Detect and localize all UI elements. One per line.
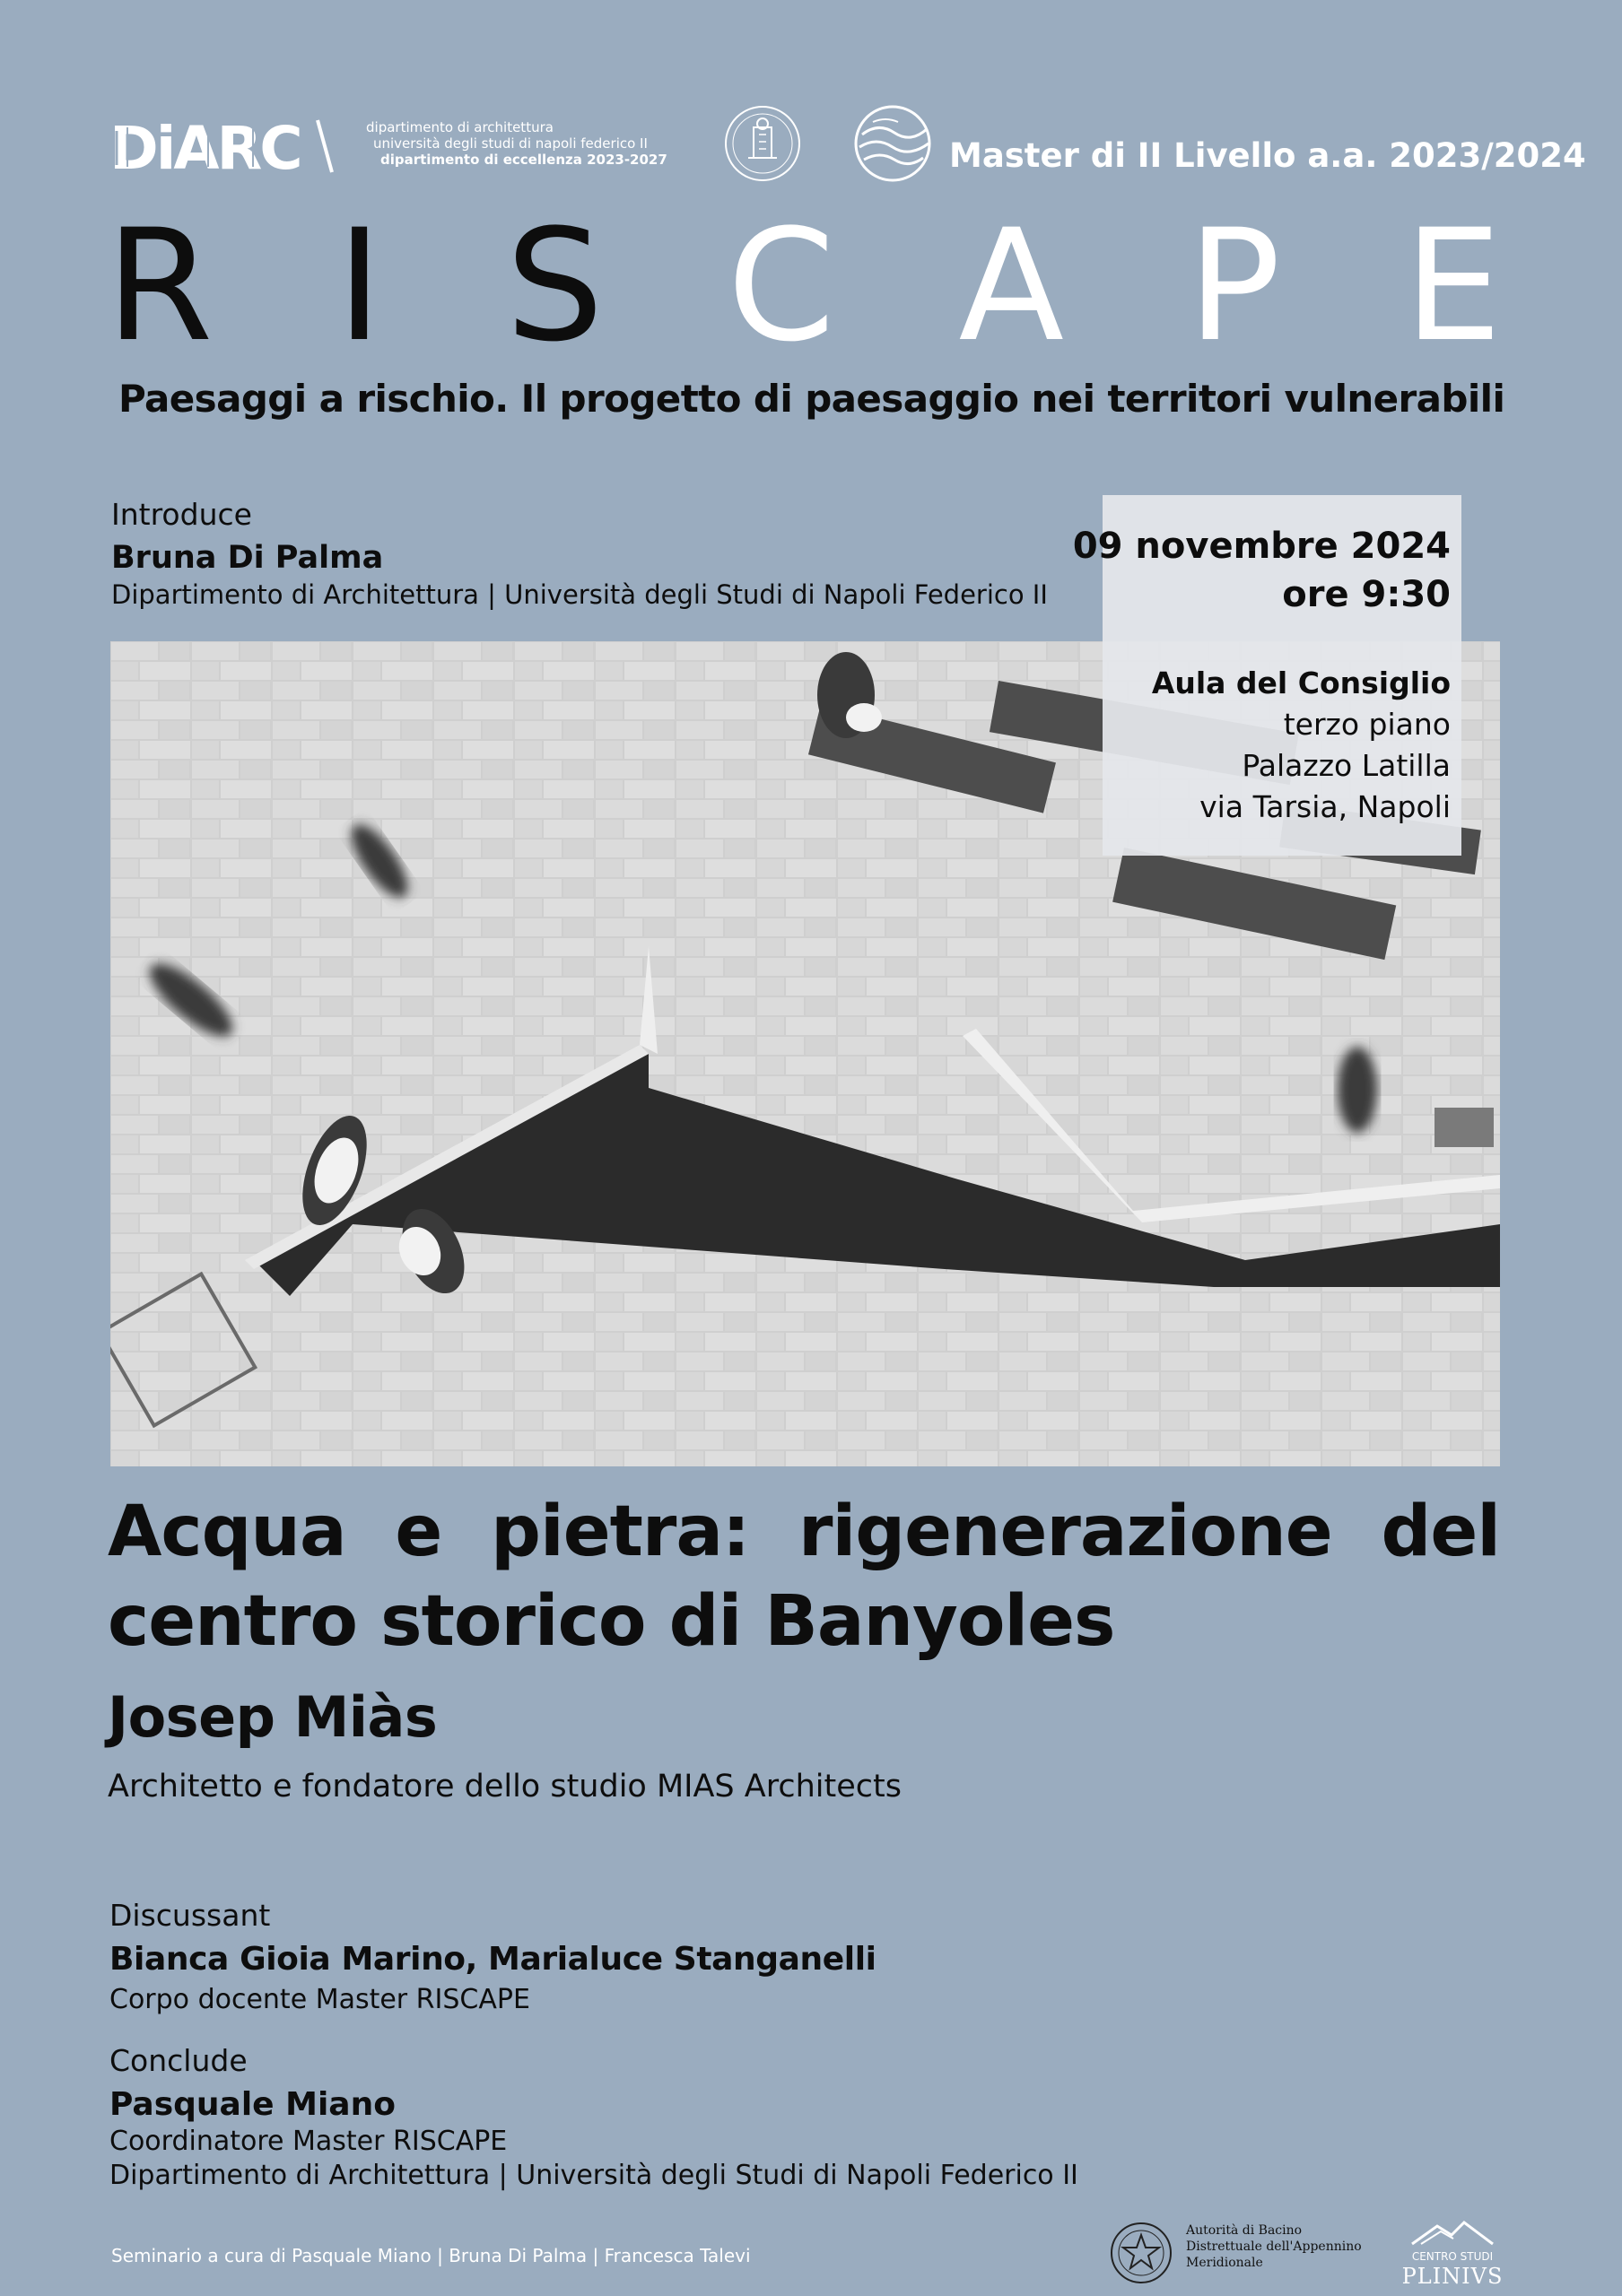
discussant-role: Corpo docente Master RISCAPE [109,1984,530,2015]
svg-text:RISCAPE [106,197,1502,368]
riscape-wave-logo-icon [853,104,932,183]
diarc-logo [109,115,334,178]
riscape-letter: S [505,197,604,368]
riscape-letter: C [727,197,835,368]
conclude-role: Coordinatore Master RISCAPE [109,2126,508,2157]
plinius-top-text: CENTRO STUDI [1411,2250,1494,2263]
department-line: dipartimento di architettura [366,119,554,135]
diarc-logo-text: DiARC [109,115,301,178]
department-text [366,119,667,168]
autorita-text [1186,2222,1362,2271]
discussant-names: Bianca Gioia Marino, Marialuce Stanganelli [109,1941,876,1978]
autorita-line: Autorità di Bacino [1186,2223,1303,2238]
conclude-name: Pasquale Miano [109,2086,396,2123]
discussant-label: Discussant [109,1898,271,1933]
master-label: Master di II Livello a.a. 2023/2024 [949,136,1586,175]
talk-title: Acqua e pietra: rigenerazione del centro storico di Banyoles [108,1492,1500,1662]
riscape-letter: E [1404,197,1502,368]
intro-label: Introduce [111,497,252,532]
event-time: ore 9:30 [1282,574,1451,615]
university-seal-icon [723,104,802,183]
plinius-logo [1400,2213,1505,2291]
autorita-line: Meridionale [1186,2256,1263,2270]
riscape-letter: I [336,197,382,368]
speaker-role: Architetto e fondatore dello studio MIAS Architects [108,1769,902,1805]
event-address: via Tarsia, Napoli [1199,789,1451,824]
riscape-letter: R [106,197,214,368]
conclude-affiliation: Dipartimento di Architettura | Università degli Studi di Napoli Federico II [109,2160,1078,2191]
riscape-letter: P [1187,197,1281,368]
event-date: 09 novembre 2024 [1072,526,1451,567]
riscape-title [106,197,1505,368]
intro-name: Bruna Di Palma [111,540,384,576]
intro-affiliation: Dipartimento di Architettura | Università degli Studi di Napoli Federico II [111,579,1048,610]
plinius-name-text: PLINIVS [1401,2264,1504,2289]
conclude-label: Conclude [109,2043,248,2078]
department-line: università degli studi di napoli federico II [373,135,648,152]
riscape-letter: A [958,197,1065,368]
department-excellence: dipartimento di eccellenza 2023-2027 [380,152,667,168]
event-info-box [1072,495,1461,856]
curated-by: Seminario a cura di Pasquale Miano | Bruna Di Palma | Francesca Talevi [111,2245,751,2266]
event-floor: terzo piano [1283,707,1451,742]
italian-emblem-icon [1109,2221,1173,2285]
event-building: Palazzo Latilla [1242,748,1451,783]
event-venue: Aula del Consiglio [1151,665,1451,700]
subtitle: Paesaggi a rischio. Il progetto di paesaggio nei territori vulnerabili [118,377,1505,421]
speaker-name: Josep Miàs [108,1684,438,1750]
autorita-line: Distrettuale dell'Appennino [1186,2239,1362,2254]
